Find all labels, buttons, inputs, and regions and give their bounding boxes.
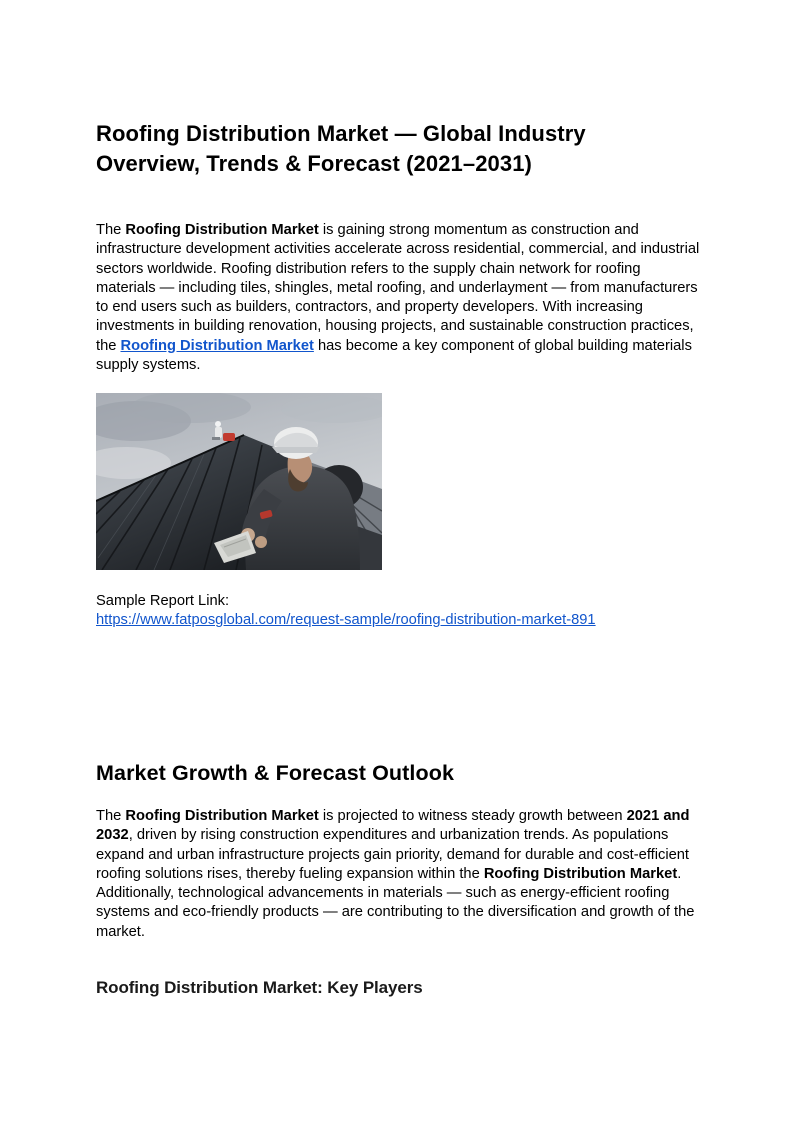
key-players-heading: Roofing Distribution Market: Key Players xyxy=(96,978,423,997)
sample-report-block xyxy=(96,592,704,631)
text-run: The xyxy=(96,808,126,824)
text-run: , driven by rising construction expenditures and urbanization trends. As populations expand and urban infrastructure projects gain priority, demand for durable and cost-efficient roofing solutions rises, thereby fueling expansion within the xyxy=(96,827,690,882)
document-title: Roofing Distribution Market — Global Industry Overview, Trends & Forecast (2021–2031) xyxy=(96,121,586,176)
roofing-distribution-market-inline-link[interactable]: Roofing Distribution Market xyxy=(120,337,314,354)
roofing-photo-illustration xyxy=(96,393,382,570)
text-run: 2021 and 2032 xyxy=(96,808,690,844)
text-run: The xyxy=(96,222,126,238)
sample-report-url-link[interactable]: https://www.fatposglobal.com/request-sample/roofing-distribution-market-891 xyxy=(96,612,596,629)
text-run: Roofing Distribution Market xyxy=(125,808,319,824)
hero-image xyxy=(96,393,382,570)
text-run: Roofing Distribution Market xyxy=(125,222,319,238)
text-run: Roofing Distribution Market xyxy=(483,865,678,882)
text-run: is gaining strong momentum as construction and infrastructure development activities accelerate across residential, commercial, and industrial sectors worldwide. Roofing distribution refers to the supply chain network for roofing materials — including tiles, shingles, metal roofing, and underlayment — from manufacturers to end users such as builders, contractors, and property developers. With increasing investments in building renovation, housing projects, and sustainable construction practices, the xyxy=(96,222,700,354)
growth-paragraph xyxy=(96,807,704,942)
sample-report-label: Sample Report Link: xyxy=(96,593,230,609)
text-run: is projected to witness steady growth between xyxy=(318,808,627,824)
growth-section-heading: Market Growth & Forecast Outlook xyxy=(96,761,455,785)
text-run: . Additionally, technological advancements in materials — such as energy-efficient roofing systems and eco-friendly products — are contributing to the diversification and growth of the market. xyxy=(96,865,695,940)
text-run: has become a key component of global building materials supply systems. xyxy=(96,337,692,374)
intro-paragraph xyxy=(96,221,704,375)
